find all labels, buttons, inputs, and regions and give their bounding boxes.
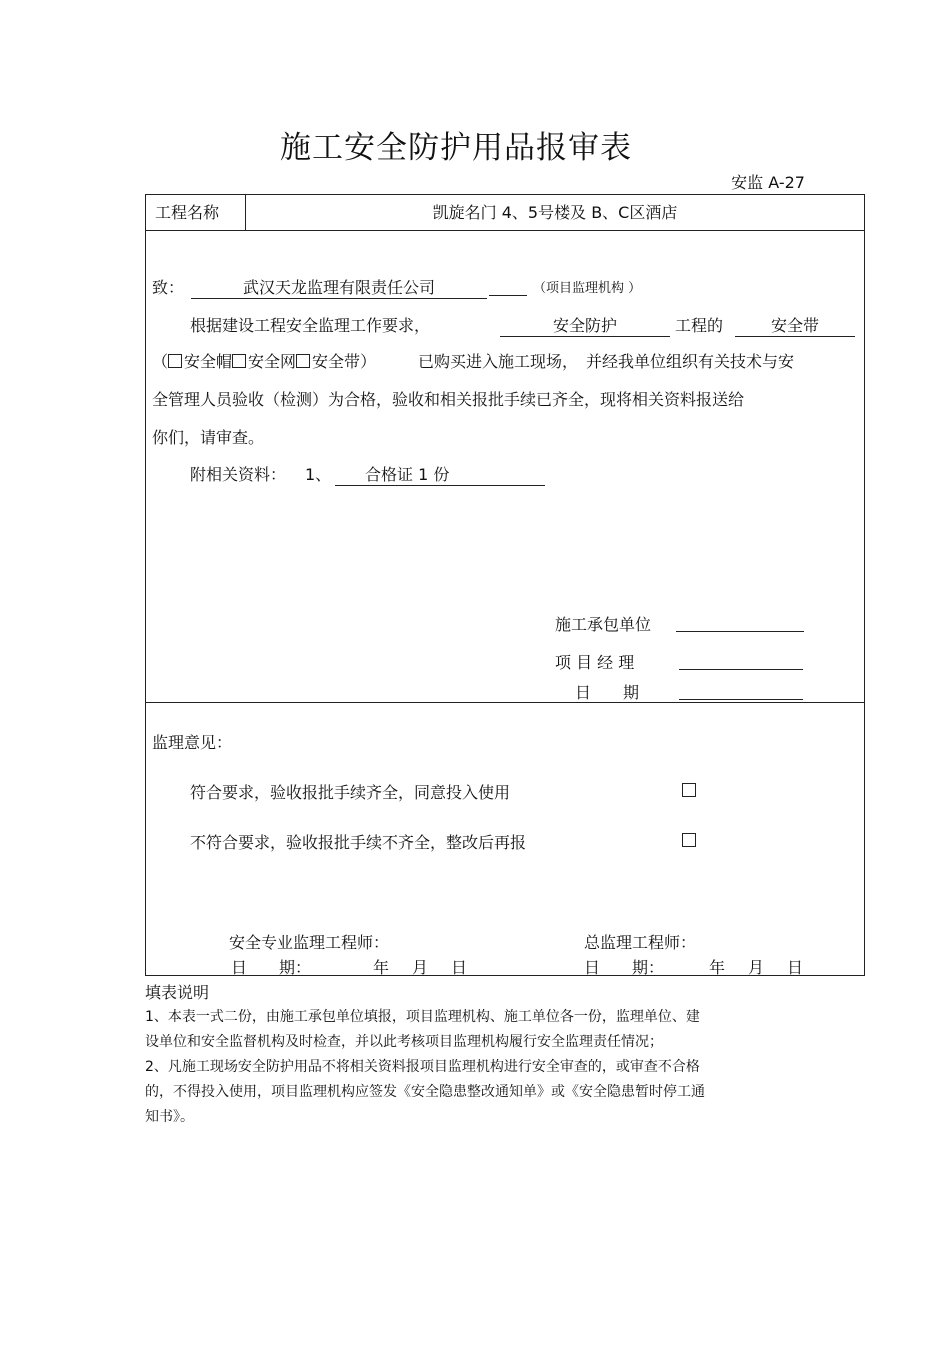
option1-label: 安全帽 bbox=[184, 352, 233, 371]
chief-engineer-label: 总监理工程师： bbox=[584, 933, 697, 952]
project-name[interactable]: 凯旋名门 4、5号楼及 B、C区酒店 bbox=[432, 203, 678, 222]
notes-line4: 的，不得投入使用，项目监理机构应签发《安全隐患整改通知单》或《安全隐患暂时停工通 bbox=[145, 1084, 705, 1100]
notes-line2: 设单位和安全监督机构及时检查，并以此考核项目监理机构履行安全监理责任情况； bbox=[145, 1034, 663, 1050]
contractor-signature-field[interactable] bbox=[676, 612, 804, 632]
safety-engineer-label: 安全专业监理工程师： bbox=[229, 933, 390, 952]
recipient-field[interactable]: 武汉天龙监理有限责任公司 bbox=[191, 275, 487, 299]
option-fail-label: 不符合要求，验收报批手续不齐全，整改后再报 bbox=[190, 833, 527, 852]
notes-line1: 1、本表一式二份，由施工承包单位填报，项目监理机构、施工单位各一份，监理单位、建 bbox=[145, 1009, 700, 1025]
application-date-field[interactable] bbox=[679, 680, 803, 700]
application-line2 bbox=[152, 349, 376, 372]
right-year-label: 年 bbox=[709, 958, 726, 977]
left-day-label: 日 bbox=[451, 958, 468, 977]
option3-checkbox[interactable] bbox=[296, 354, 310, 368]
application-line3: 全管理人员验收（检测）为合格，验收和相关报批手续已齐全，现将相关资料报送给 bbox=[152, 390, 745, 409]
manager-signature-field[interactable] bbox=[679, 650, 803, 670]
project-label: 工程名称 bbox=[155, 203, 220, 222]
item-type-field[interactable]: 安全防护 bbox=[500, 313, 670, 337]
notes-heading: 填表说明 bbox=[145, 983, 210, 1002]
application-line1-prefix: 根据建设工程安全监理工作要求， bbox=[190, 316, 431, 335]
form-table bbox=[145, 194, 865, 976]
option2-checkbox[interactable] bbox=[232, 354, 246, 368]
row-divider bbox=[146, 230, 864, 231]
attach-label: 附相关资料： bbox=[190, 465, 287, 484]
notes-line5: 知书》。 bbox=[145, 1109, 194, 1125]
right-day-label: 日 bbox=[787, 958, 804, 977]
recipient-blank bbox=[489, 275, 527, 296]
left-date-label: 日 期： bbox=[231, 958, 312, 977]
page-title: 施工安全防护用品报审表 bbox=[280, 130, 632, 166]
left-month-label: 月 bbox=[412, 958, 429, 977]
opinion-label: 监理意见： bbox=[152, 733, 233, 752]
attach-item-field[interactable]: 合格证 1 份 bbox=[335, 462, 545, 486]
option-pass-label: 符合要求，验收报批手续齐全，同意投入使用 bbox=[190, 783, 511, 802]
form-code: 安监 A-27 bbox=[731, 173, 805, 192]
option2-label: 安全网 bbox=[248, 352, 297, 371]
recipient-note: （项目监理机构 ） bbox=[533, 281, 642, 296]
manager-label: 项 目 经 理 bbox=[555, 653, 635, 672]
application-date-label: 日 期 bbox=[575, 683, 640, 702]
right-date-label: 日 期： bbox=[584, 958, 665, 977]
right-month-label: 月 bbox=[748, 958, 765, 977]
application-line4: 你们，请审查。 bbox=[152, 428, 265, 447]
paren-close: ） bbox=[360, 352, 377, 371]
attach-index: 1、 bbox=[305, 465, 332, 484]
option-pass-checkbox[interactable] bbox=[682, 783, 696, 797]
notes-line3: 2、凡施工现场安全防护用品不将相关资料报项目监理机构进行安全审查的，或审查不合格 bbox=[145, 1059, 700, 1075]
option3-label: 安全带 bbox=[312, 352, 361, 371]
item-name-field[interactable]: 安全带 bbox=[735, 313, 855, 337]
application-line2-suffix: 已购买进入施工现场， 并经我单位组织有关技术与安 bbox=[418, 352, 795, 371]
left-year-label: 年 bbox=[373, 958, 390, 977]
application-line1-mid: 工程的 bbox=[675, 316, 724, 335]
paren-open: （ bbox=[152, 352, 169, 371]
to-label: 致： bbox=[152, 278, 185, 297]
section-divider bbox=[146, 702, 864, 703]
option-fail-checkbox[interactable] bbox=[682, 833, 696, 847]
option1-checkbox[interactable] bbox=[168, 354, 182, 368]
contractor-label: 施工承包单位 bbox=[555, 615, 652, 634]
